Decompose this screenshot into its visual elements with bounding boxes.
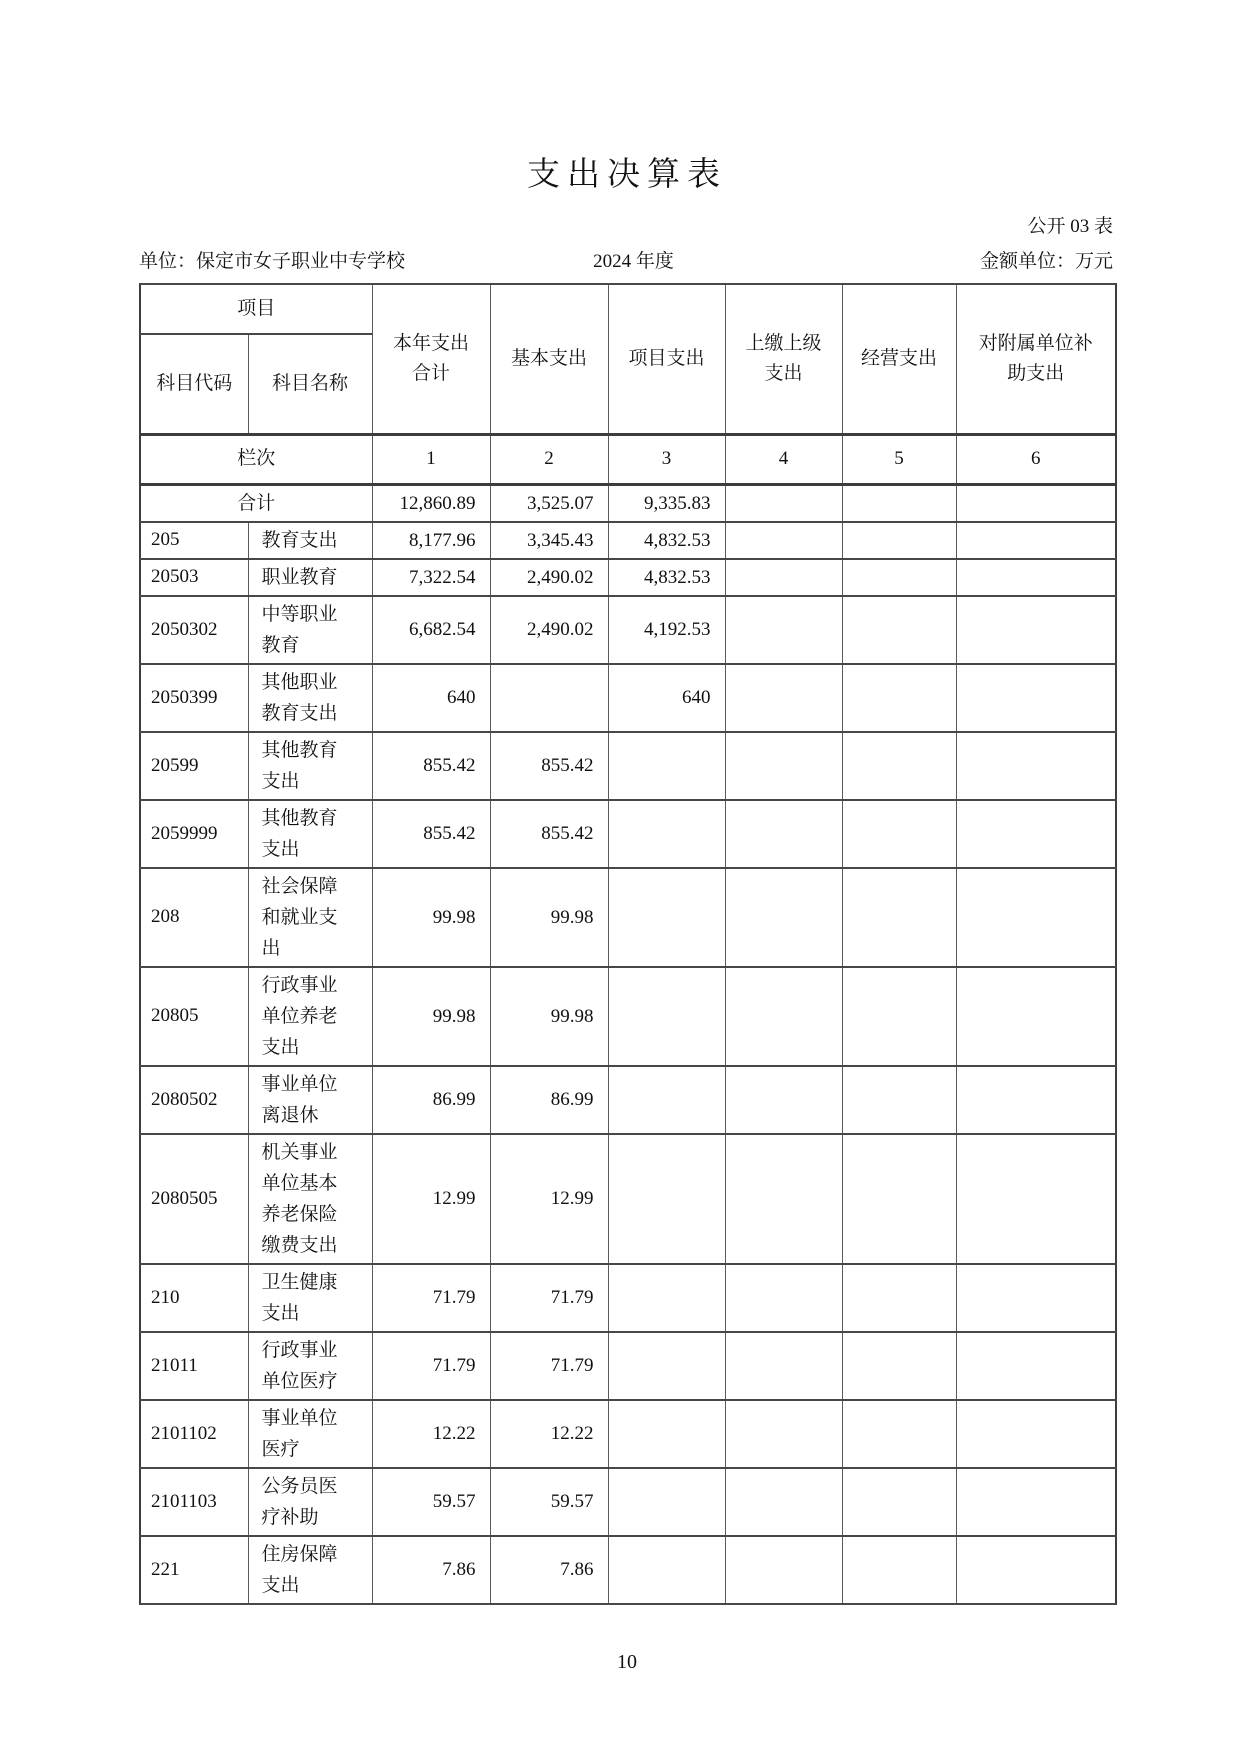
- subject-name-cell: 职业教育: [248, 559, 372, 596]
- value-cell: [842, 732, 956, 800]
- value-cell: 7,322.54: [372, 559, 490, 596]
- value-cell: [725, 596, 842, 664]
- table-row: [140, 1134, 1116, 1264]
- value-cell: 6,682.54: [372, 596, 490, 664]
- value-cell: 71.79: [372, 1264, 490, 1332]
- value-cell: 855.42: [490, 732, 608, 800]
- value-cell: [608, 1264, 725, 1332]
- value-cell: [842, 559, 956, 596]
- value-cell: [842, 1400, 956, 1468]
- value-cell: [956, 522, 1116, 559]
- value-cell: 2,490.02: [490, 559, 608, 596]
- subject-code-cell: 205: [140, 522, 248, 559]
- value-cell: 9,335.83: [608, 484, 725, 522]
- value-cell: [608, 1536, 725, 1604]
- value-cell: [608, 732, 725, 800]
- value-cell: [608, 800, 725, 868]
- subject-name-cell: 机关事业单位基本养老保险缴费支出: [248, 1134, 372, 1264]
- value-cell: 59.57: [372, 1468, 490, 1536]
- value-cell: [956, 1400, 1116, 1468]
- value-cell: 8,177.96: [372, 522, 490, 559]
- value-cell: [608, 1400, 725, 1468]
- value-cell: [725, 1134, 842, 1264]
- value-cell: [956, 484, 1116, 522]
- value-cell: [725, 1536, 842, 1604]
- subject-code-cell: 2101102: [140, 1400, 248, 1468]
- value-cell: 71.79: [490, 1332, 608, 1400]
- column-header-upper: 上缴上级支出: [725, 284, 842, 434]
- value-cell: 855.42: [372, 800, 490, 868]
- value-cell: [956, 664, 1116, 732]
- value-cell: [842, 522, 956, 559]
- table-body: [140, 484, 1116, 1604]
- column-header-subsidy: 对附属单位补助支出: [956, 284, 1116, 434]
- subject-name-cell: 其他教育支出: [248, 800, 372, 868]
- value-cell: [842, 1468, 956, 1536]
- value-cell: [842, 1536, 956, 1604]
- value-cell: [725, 559, 842, 596]
- table-row: [140, 1332, 1116, 1400]
- subject-code-cell: 2059999: [140, 800, 248, 868]
- table-row: [140, 1066, 1116, 1134]
- column-header-project: 项目支出: [608, 284, 725, 434]
- value-cell: 4,832.53: [608, 559, 725, 596]
- subject-name-cell: 卫生健康支出: [248, 1264, 372, 1332]
- subject-code-cell: 21011: [140, 1332, 248, 1400]
- value-cell: [842, 868, 956, 967]
- value-cell: [956, 1468, 1116, 1536]
- subject-name-header: 科目名称: [248, 334, 372, 434]
- header-row-top: [140, 284, 1116, 334]
- value-cell: [842, 1134, 956, 1264]
- value-cell: 12.22: [372, 1400, 490, 1468]
- subject-name-cell: 行政事业单位医疗: [248, 1332, 372, 1400]
- column-index-5: 5: [842, 434, 956, 484]
- value-cell: [608, 1332, 725, 1400]
- form-number-label: 公开 03 表: [1027, 216, 1113, 237]
- column-index-1: 1: [372, 434, 490, 484]
- subject-code-cell: 20503: [140, 559, 248, 596]
- value-cell: [956, 1536, 1116, 1604]
- value-cell: [842, 1264, 956, 1332]
- value-cell: 640: [372, 664, 490, 732]
- value-cell: [725, 1468, 842, 1536]
- subject-code-cell: 210: [140, 1264, 248, 1332]
- value-cell: 7.86: [490, 1536, 608, 1604]
- value-cell: [956, 1332, 1116, 1400]
- subject-name-cell: 事业单位离退休: [248, 1066, 372, 1134]
- fiscal-year-label: 2024 年度: [593, 251, 674, 272]
- value-cell: [725, 1400, 842, 1468]
- value-cell: [956, 1264, 1116, 1332]
- value-cell: 4,192.53: [608, 596, 725, 664]
- subject-code-cell: 2080502: [140, 1066, 248, 1134]
- value-cell: 12.99: [490, 1134, 608, 1264]
- value-cell: [842, 484, 956, 522]
- subject-code-cell: 221: [140, 1536, 248, 1604]
- value-cell: [725, 967, 842, 1066]
- value-cell: 12.22: [490, 1400, 608, 1468]
- column-header-operating: 经营支出: [842, 284, 956, 434]
- value-cell: [725, 664, 842, 732]
- value-cell: 855.42: [490, 800, 608, 868]
- table-row: [140, 1468, 1116, 1536]
- value-cell: 12,860.89: [372, 484, 490, 522]
- table-row: [140, 664, 1116, 732]
- value-cell: 12.99: [372, 1134, 490, 1264]
- table-row: [140, 967, 1116, 1066]
- value-cell: 3,525.07: [490, 484, 608, 522]
- value-cell: 4,832.53: [608, 522, 725, 559]
- value-cell: 2,490.02: [490, 596, 608, 664]
- value-cell: [842, 664, 956, 732]
- subject-name-cell: 中等职业教育: [248, 596, 372, 664]
- value-cell: [956, 967, 1116, 1066]
- value-cell: [956, 868, 1116, 967]
- value-cell: 86.99: [490, 1066, 608, 1134]
- subject-code-header: 科目代码: [140, 334, 248, 434]
- column-index-4: 4: [725, 434, 842, 484]
- table-row: [140, 522, 1116, 559]
- column-index-2: 2: [490, 434, 608, 484]
- subject-code-cell: 2050302: [140, 596, 248, 664]
- subject-name-cell: 事业单位医疗: [248, 1400, 372, 1468]
- value-cell: [842, 967, 956, 1066]
- value-cell: [608, 967, 725, 1066]
- value-cell: [842, 1332, 956, 1400]
- value-cell: 99.98: [372, 967, 490, 1066]
- value-cell: [725, 484, 842, 522]
- value-cell: 7.86: [372, 1536, 490, 1604]
- column-index-label: 栏次: [140, 434, 372, 484]
- subject-code-cell: 20805: [140, 967, 248, 1066]
- value-cell: [608, 1134, 725, 1264]
- column-index-3: 3: [608, 434, 725, 484]
- subject-name-cell: 合计: [140, 484, 372, 522]
- subject-code-cell: 20599: [140, 732, 248, 800]
- value-cell: [725, 522, 842, 559]
- table-row: [140, 1536, 1116, 1604]
- table-row: [140, 559, 1116, 596]
- value-cell: 3,345.43: [490, 522, 608, 559]
- value-cell: [956, 800, 1116, 868]
- value-cell: [490, 664, 608, 732]
- value-cell: [725, 1332, 842, 1400]
- table-row: [140, 732, 1116, 800]
- value-cell: 640: [608, 664, 725, 732]
- value-cell: 71.79: [372, 1332, 490, 1400]
- value-cell: [956, 1066, 1116, 1134]
- column-header-total: 本年支出合计: [372, 284, 490, 434]
- value-cell: 71.79: [490, 1264, 608, 1332]
- value-cell: [608, 1066, 725, 1134]
- amount-unit-label: 金额单位：万元: [979, 251, 1113, 272]
- expenditure-table: [139, 283, 1117, 1605]
- subject-name-cell: 行政事业单位养老支出: [248, 967, 372, 1066]
- unit-name-label: 单位：保定市女子职业中专学校: [139, 251, 406, 272]
- page-number: 10: [617, 1650, 637, 1673]
- subject-name-cell: 其他教育支出: [248, 732, 372, 800]
- value-cell: [725, 868, 842, 967]
- value-cell: [608, 868, 725, 967]
- subject-code-cell: 2050399: [140, 664, 248, 732]
- table-row: [140, 800, 1116, 868]
- value-cell: [842, 596, 956, 664]
- value-cell: [725, 1066, 842, 1134]
- subject-name-cell: 教育支出: [248, 522, 372, 559]
- subject-name-cell: 住房保障支出: [248, 1536, 372, 1604]
- subject-name-cell: 公务员医疗补助: [248, 1468, 372, 1536]
- value-cell: 59.57: [490, 1468, 608, 1536]
- table-row: [140, 1400, 1116, 1468]
- value-cell: 86.99: [372, 1066, 490, 1134]
- value-cell: [956, 732, 1116, 800]
- column-index-row: [140, 434, 1116, 484]
- value-cell: 99.98: [490, 868, 608, 967]
- value-cell: [842, 800, 956, 868]
- table-row: [140, 1264, 1116, 1332]
- subject-name-cell: 其他职业教育支出: [248, 664, 372, 732]
- document-content: [139, 0, 1115, 1674]
- value-cell: [725, 1264, 842, 1332]
- page-title: 支出决算表: [527, 157, 727, 193]
- column-index-6: 6: [956, 434, 1116, 484]
- project-header-cell: 项目: [140, 284, 372, 334]
- value-cell: [608, 1468, 725, 1536]
- unit-info-row: [139, 246, 1115, 276]
- value-cell: 855.42: [372, 732, 490, 800]
- subject-code-cell: 208: [140, 868, 248, 967]
- value-cell: [956, 596, 1116, 664]
- subject-name-cell: 社会保障和就业支出: [248, 868, 372, 967]
- value-cell: [842, 1066, 956, 1134]
- value-cell: [956, 1134, 1116, 1264]
- value-cell: [725, 800, 842, 868]
- table-row: [140, 596, 1116, 664]
- column-header-basic: 基本支出: [490, 284, 608, 434]
- table-row: [140, 484, 1116, 522]
- subject-code-cell: 2101103: [140, 1468, 248, 1536]
- subject-code-cell: 2080505: [140, 1134, 248, 1264]
- value-cell: [956, 559, 1116, 596]
- table-row: [140, 868, 1116, 967]
- value-cell: 99.98: [372, 868, 490, 967]
- value-cell: 99.98: [490, 967, 608, 1066]
- value-cell: [725, 732, 842, 800]
